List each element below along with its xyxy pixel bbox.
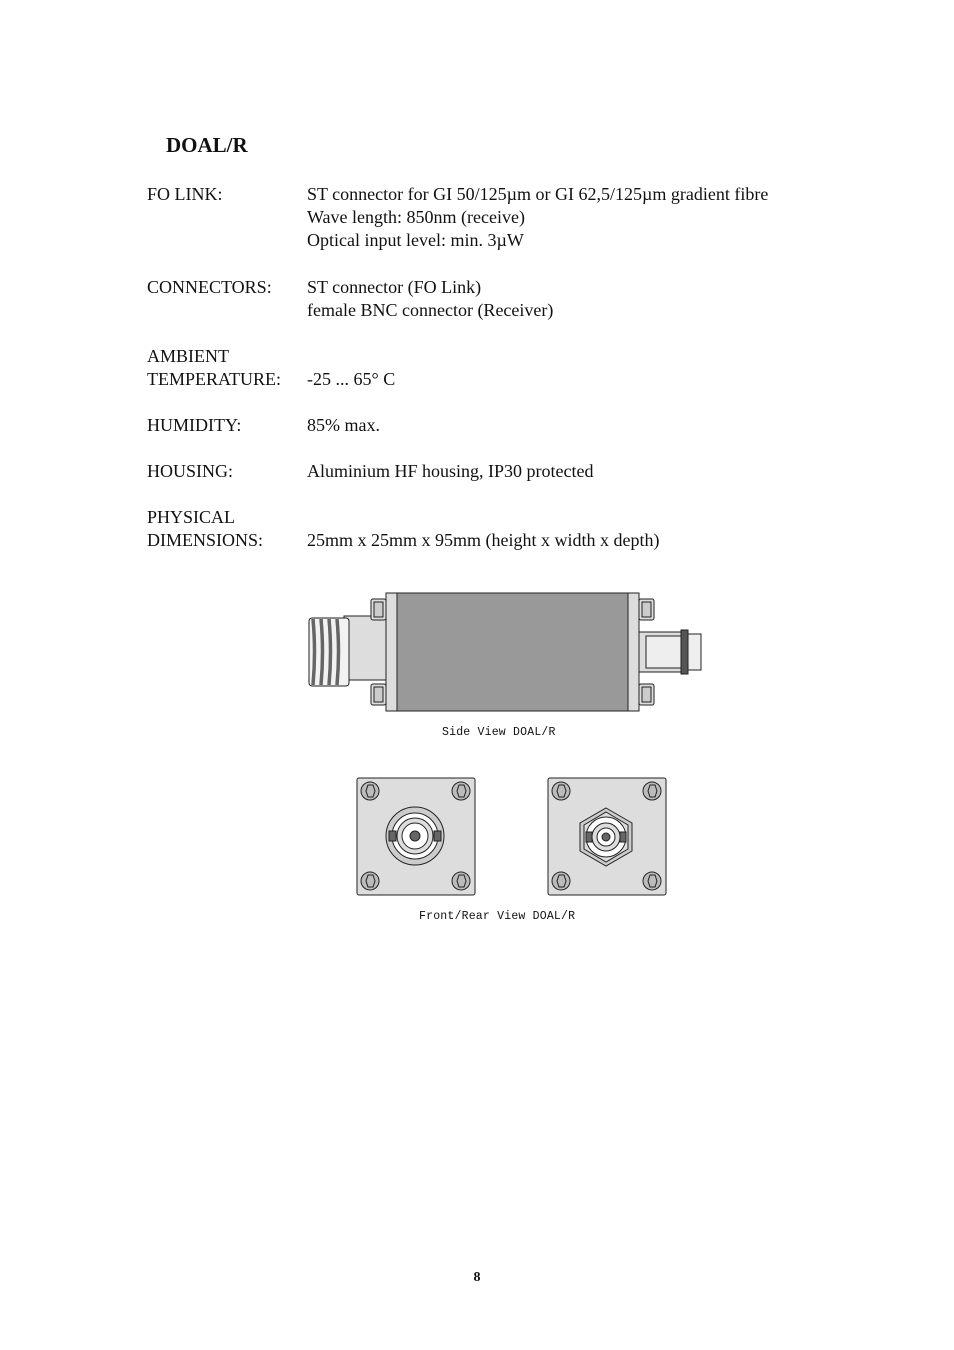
spec-label: AMBIENT TEMPERATURE: xyxy=(147,346,282,389)
page-title: DOAL/R xyxy=(166,133,248,157)
spec-value: ST connector (FO Link) female BNC connector (Receiver) xyxy=(307,277,554,320)
spec-value: -25 ... 65° C xyxy=(307,369,396,389)
page-number: 8 xyxy=(473,1270,481,1285)
spec-fo-link xyxy=(147,183,827,253)
spec-housing xyxy=(147,460,827,483)
spec-label: HUMIDITY: xyxy=(147,415,242,435)
spec-label: FO LINK: xyxy=(147,184,223,204)
spec-ambient-temperature xyxy=(147,345,827,391)
side-view-drawing xyxy=(300,588,710,718)
spec-label: CONNECTORS: xyxy=(147,277,272,297)
spec-label: HOUSING: xyxy=(147,461,234,481)
housing-body xyxy=(397,593,628,711)
spec-value: 85% max. xyxy=(307,415,380,435)
front-view-bnc-drawing xyxy=(356,777,478,899)
spec-connectors xyxy=(147,276,827,322)
front-rear-view-caption: Front/Rear View DOAL/R xyxy=(419,910,576,923)
spec-label: PHYSICAL DIMENSIONS: xyxy=(147,507,264,550)
spec-value: Aluminium HF housing, IP30 protected xyxy=(307,461,594,481)
spec-dimensions xyxy=(147,506,827,552)
spec-value: 25mm x 25mm x 95mm (height x width x depth) xyxy=(307,530,660,550)
bnc-sleeve xyxy=(344,616,386,680)
left-flange xyxy=(386,593,397,711)
rear-view-st-drawing xyxy=(547,777,669,899)
spec-humidity xyxy=(147,414,827,437)
side-view-caption: Side View DOAL/R xyxy=(442,726,556,739)
right-flange xyxy=(628,593,639,711)
spec-value: ST connector for GI 50/125µm or GI 62,5/125µm gradient fibre Wave length: 850nm (receive) Optical input level: min. 3µW xyxy=(307,184,769,250)
